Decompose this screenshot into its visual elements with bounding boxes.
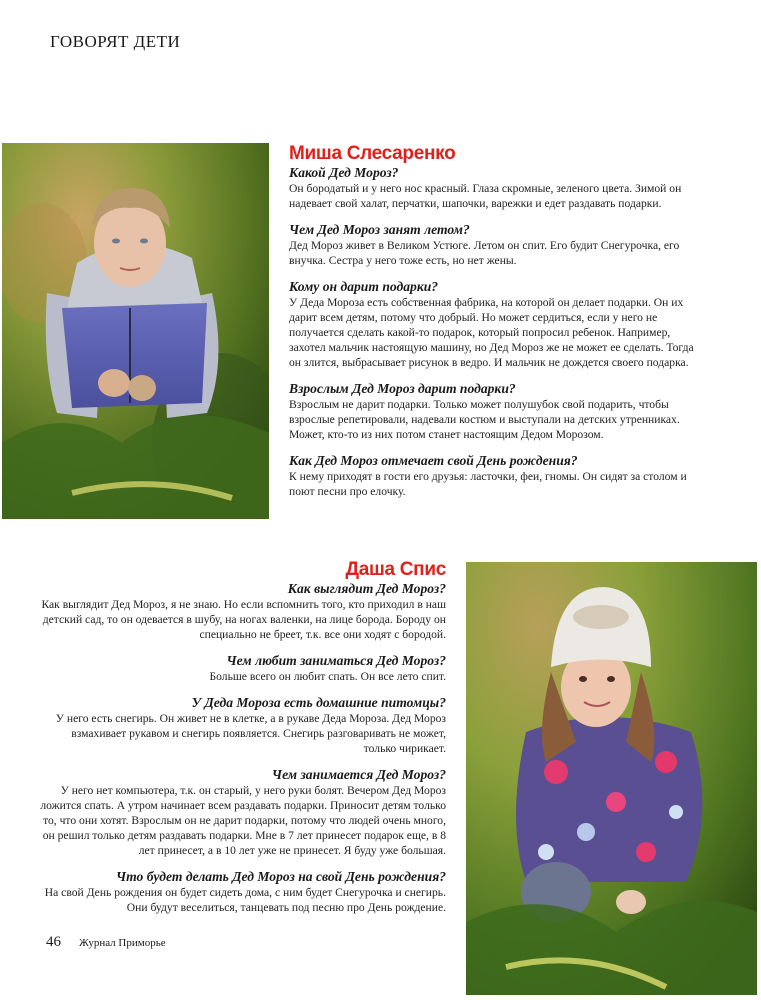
qa-item xyxy=(289,453,699,499)
photo-girl xyxy=(466,562,757,995)
page-footer xyxy=(46,933,166,951)
page-number: 46 xyxy=(46,934,61,950)
answer: У него есть снегирь. Он живет не в клетке, а в рукаве Деда Мороза. Дед Мороз взмахивает рукавом и снегирь появляется. Снегирь разговаривать не может, только чирикает. xyxy=(55,712,446,755)
question: Чем любит заниматься Дед Мороз? xyxy=(226,653,446,668)
magazine-name: Журнал Приморье xyxy=(79,937,166,949)
interview-dasha xyxy=(40,559,446,926)
question: Взрослым Дед Мороз дарит подарки? xyxy=(289,381,516,396)
question: Чем Дед Мороз занят летом? xyxy=(289,222,470,237)
question: Какой Дед Мороз? xyxy=(289,165,399,180)
question: У Деда Мороза есть домашние питомцы? xyxy=(191,695,446,710)
question: Как Дед Мороз отмечает свой День рождения? xyxy=(289,453,578,468)
answer: Взрослым не дарит подарки. Только может полушубок свой подарить, чтобы взрослые репетировали, надевали костюм и выступали на детских утренниках. Может, кто-то из них потом станет настоящим Дедом Морозом. xyxy=(289,398,680,441)
section-title: ГОВОРЯТ ДЕТИ xyxy=(50,32,181,51)
child-name: Даша Спис xyxy=(345,559,446,580)
answer: Он бородатый и у него нос красный. Глаза скромные, зеленого цвета. Зимой он надевает свой халат, перчатки, шапочки, варежки и едет раздавать подарки. xyxy=(289,182,682,210)
answer: К нему приходят в гости его друзья: ласточки, феи, гномы. Он сидят за столом и поют песни про елочку. xyxy=(289,470,687,498)
qa-item xyxy=(40,767,446,858)
question: Как выглядит Дед Мороз? xyxy=(287,581,446,596)
answer: Больше всего он любит спать. Он все лето спит. xyxy=(209,670,446,683)
photo-boy-image xyxy=(2,143,269,519)
qa-item xyxy=(289,279,699,370)
photo-boy xyxy=(2,143,269,519)
photo-girl-image xyxy=(466,562,757,995)
question: Кому он дарит подарки? xyxy=(289,279,439,294)
answer: У него нет компьютера, т.к. он старый, у него руки болят. Вечером Дед Мороз ложится спать. А утром начинает всем раздавать подарки. Приносит детям только то, что они хотят. Взрослым он не дарит подарки, потому что людей очень много, он решил только детям раздавать подарки. Мне в 7 лет принесет подарок еще, в 8 лет принесет, а в 10 лет уже не принесет. Я буду уже большая. xyxy=(40,784,446,857)
answer: У Деда Мороза есть собственная фабрика, на которой он делает подарки. Он их дарит всем детям, потому что добрый. Но может сердиться, если у него не получается сделать какой-то подарок, который попросил ребенок. Например, захотел мальчик настоящую машину, но Дед Мороз же не может ее сделать. Тогда он злится, выбрасывает рисунок в ведро. И мальчик не дождется своего подарка. xyxy=(289,296,694,369)
qa-item xyxy=(40,869,446,915)
question: Чем занимается Дед Мороз? xyxy=(271,767,446,782)
qa-item xyxy=(289,381,699,442)
child-name: Миша Слесаренко xyxy=(289,143,456,164)
qa-item xyxy=(40,581,446,642)
interview-misha xyxy=(289,143,699,510)
answer: Как выглядит Дед Мороз, я не знаю. Но если вспомнить того, кто приходил в наш детский сад, то он одевается в шубу, на ногах валенки, на лице борода. Бороду он специально не бреет, т.к. все они ходят с бородой. xyxy=(41,598,446,641)
answer: На свой День рождения он будет сидеть дома, с ним будет Снегурочка и снегирь. Они будут веселиться, танцевать под песню про День рождение. xyxy=(44,886,446,914)
question: Что будет делать Дед Мороз на свой День рождения? xyxy=(115,869,446,884)
qa-item xyxy=(289,165,699,211)
qa-item xyxy=(40,695,446,756)
answer: Дед Мороз живет в Великом Устюге. Летом он спит. Его будит Снегурочка, его внучка. Сестра у него тоже есть, но нет жены. xyxy=(289,239,680,267)
qa-item xyxy=(289,222,699,268)
qa-item xyxy=(40,653,446,684)
